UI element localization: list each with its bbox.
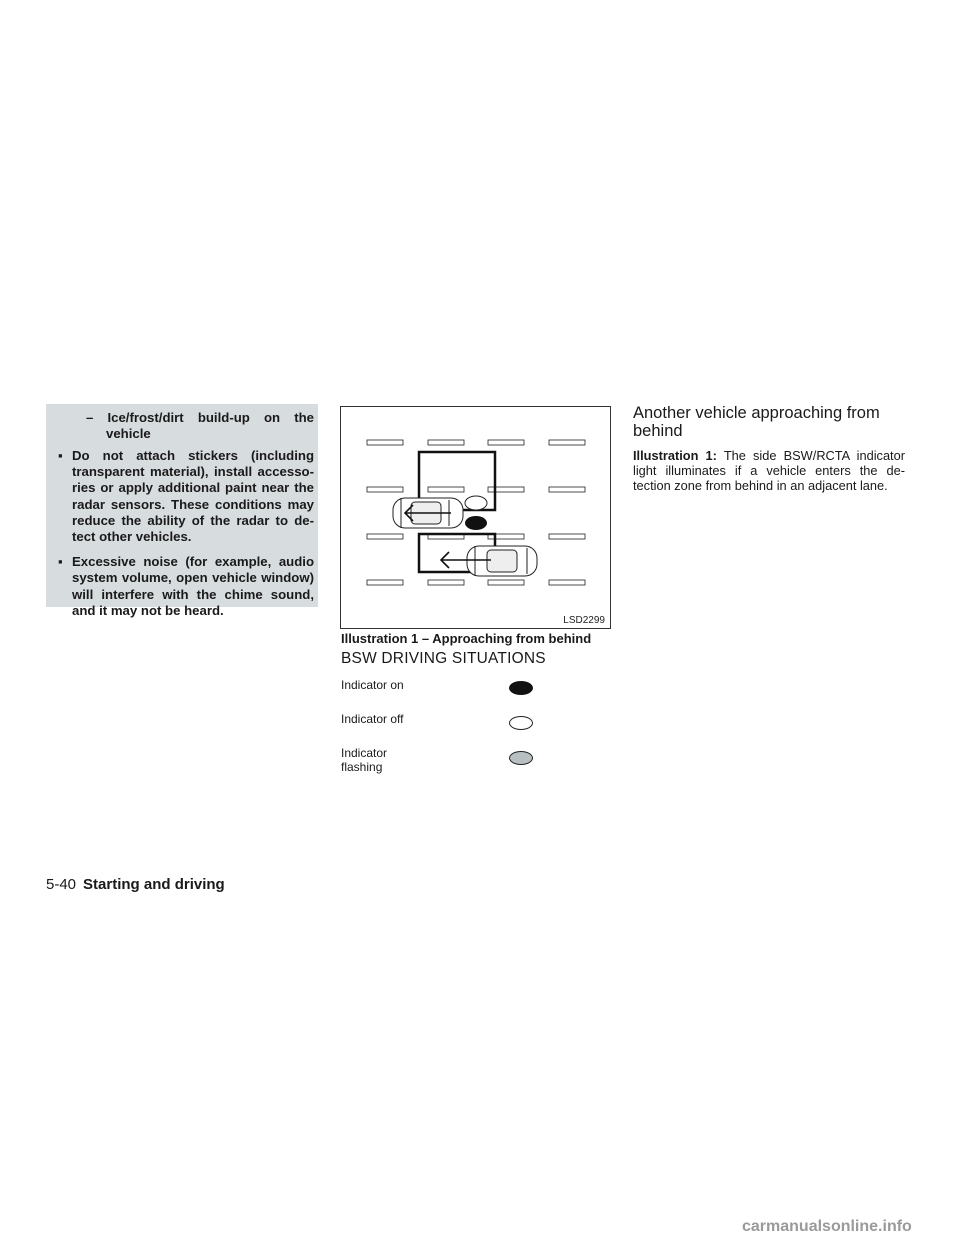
section-name: Starting and driving xyxy=(83,876,225,893)
page-number: 5-40 xyxy=(46,876,77,893)
section-body-text: The side BSW/RCTA indicator light illuminates if a vehicle enters the de- tection zone from behind in an adjacent lane. xyxy=(633,448,905,494)
warning-sub-item: – Ice/frost/dirt build-up on the vehicle xyxy=(86,410,314,441)
warning-bullet-2-text: Excessive noise (for example, audio system volume, open vehicle window) will interfere with the chime sound, and it may not be heard. xyxy=(72,554,314,618)
indicator-flashing-icon xyxy=(509,751,533,765)
bullet-marker: ▪ xyxy=(58,448,63,463)
section-heading: Another vehicle approaching from behind xyxy=(633,404,880,440)
section-body xyxy=(633,448,905,494)
legend-title: BSW DRIVING SITUATIONS xyxy=(341,650,546,667)
bullet-marker: ▪ xyxy=(58,554,63,570)
figure-code: LSD2299 xyxy=(563,615,605,626)
warning-bullet-1 xyxy=(58,448,314,545)
approaching-vehicle xyxy=(467,546,537,576)
legend-label-off: Indicator off xyxy=(341,712,404,726)
indicator-off-icon xyxy=(509,716,533,730)
section-body-lead: Illustration 1: xyxy=(633,448,717,463)
page-footer xyxy=(46,876,225,893)
indicator-off-icon xyxy=(465,496,487,510)
watermark: carmanualsonline.info xyxy=(742,1218,912,1235)
warning-bullet-2 xyxy=(58,554,314,619)
warning-bullet-1-text: Do not attach stickers (including transparent material), install accesso- ries or apply additional paint near the radar sensors. These conditions may reduce the ability of the radar to de- tect other vehicles. xyxy=(72,448,314,545)
legend-label-flashing: Indicator flashing xyxy=(341,746,388,774)
bsw-illustration xyxy=(340,406,611,629)
indicator-on-icon xyxy=(509,681,533,695)
figure-caption: Illustration 1 – Approaching from behind xyxy=(341,631,592,646)
indicator-on-icon xyxy=(465,516,487,530)
warning-box xyxy=(46,404,318,618)
road-diagram xyxy=(341,407,610,628)
legend-label-on: Indicator on xyxy=(341,678,404,692)
